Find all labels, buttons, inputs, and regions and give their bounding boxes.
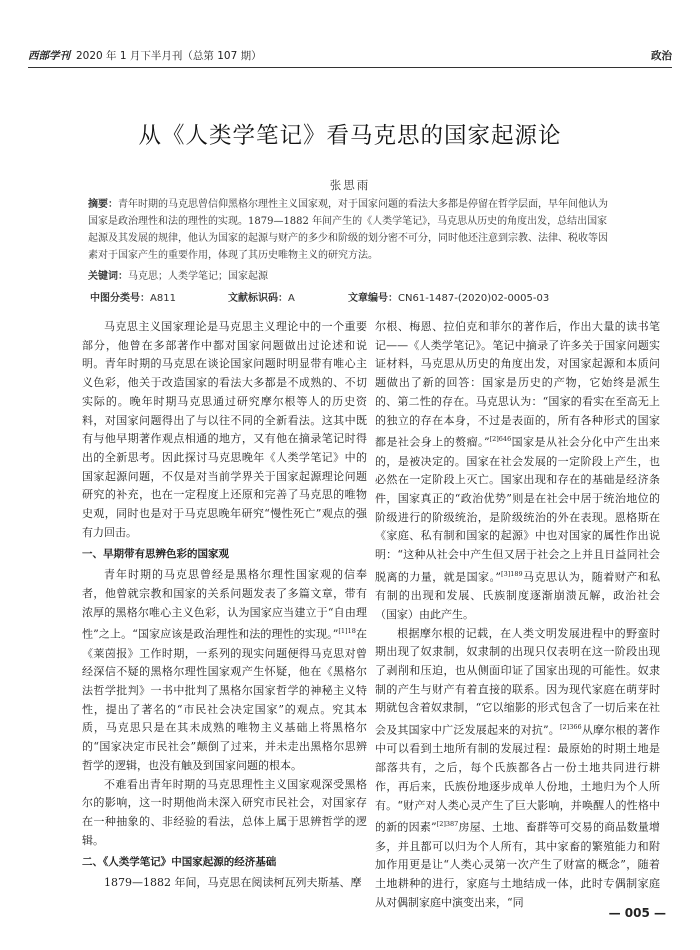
paragraph xyxy=(375,318,660,625)
clc-number xyxy=(90,289,176,304)
paragraph: 马克思主义国家理论是马克思主义理论中的一个重要部分，他曾在多部著作中都对国家问题做出过论述和说明。青年时期的马克思在谈论国家问题时明显带有唯心主义色彩，他关于改造国家的看法大多都是不成熟的、不切实际的。晚年时期马克思通过研究摩尔根等人的历史资料，对国家问题得出了与以往不同的全新看法。这其中既有与他早期著作观点相通的地方，又有他在摘录笔记时得出的全新思考。因此探讨马克思晚年《人类学笔记》中的国家起源问题，不仅是对当前学界关于国家起源理论问题研究的补充，也在一定程度上还原和完善了马克思的唯物史观，同时也是对于马克思晚年研究“慢性死亡”观点的强有力回击。 xyxy=(82,320,367,539)
paragraph xyxy=(375,625,660,913)
paragraph-text: 尔根、梅恩、拉伯克和菲尔的著作后，作出大量的读书笔记——《人类学笔记》。笔记中摘录了许多关于国家问题实证材料，马克思从历史的角度出发，对国家起源和本质问题做出了新的回答：国家是历史的产物，它始终是派生的、第二性的存在。马克思认为：“国家的看实在至高无上的独立的存在本身，不过是表面的，所有各种形式的国家都是社会身上的赘瘤。” xyxy=(375,320,660,449)
magazine-logo: 西部学刊 xyxy=(28,50,70,62)
citation: [1]18 xyxy=(338,627,356,636)
paragraph-text: 根据摩尔根的记载，在人类文明发展进程中的野蛮时期出现了奴隶制，奴隶制的出现只仅表明在这一阶段出现了剥削和压迫，也从侧面印证了国家出现的可能性。奴隶制的产生与财产有着直接的联系。因为现代家庭在萌芽时期就包含着奴隶制，“它以缩影的形式包含了一切后来在社会及其国家中广泛发展起来的对抗”。 xyxy=(375,626,660,737)
paragraph-text: 青年时期的马克思曾经是黑格尔理性国家观的信奉者，他曾就宗教和国家的关系问题发表了多篇文章，带有浓厚的黑格尔唯心主义色彩，认为国家应当建立于“自由理性”之上。“国家应该是政治理性和法的理性的实现。” xyxy=(82,568,367,641)
document-code xyxy=(228,289,295,304)
clc-value: A811 xyxy=(150,293,176,304)
citation: [2]366 xyxy=(560,723,582,732)
paragraph: 1879—1882 年间，马克思在阅读柯瓦列夫斯基、摩 xyxy=(104,876,362,890)
abstract xyxy=(88,196,613,264)
clc-label: 中图分类号： xyxy=(90,293,150,304)
article-value: CN61-1487-(2020)02-0005-03 xyxy=(398,293,550,304)
article-number xyxy=(348,289,549,304)
article-title: 从《人类学笔记》看马克思的国家起源论 xyxy=(138,123,562,149)
doc-label: 文献标识码： xyxy=(228,293,288,304)
header-rule xyxy=(28,67,672,68)
abstract-text: 青年时期的马克思曾信仰黑格尔理性主义国家观，对于国家问题的看法大多都是停留在哲学层面，早年间他认为国家是政治理性和法的理性的实现。1879—1882 年间产生的《人类学笔记》，马克思从历史的角度出发，总结出国家起源及其发展的规律，他认为国家的起源与财产的多少和阶级的划分密不可分，同时他还注意到宗教、法律、税收等因素对于国家产生的重要作用，体现了其历史唯物主义的研究方法。 xyxy=(88,199,608,261)
issue-info: 2020 年 1 月下半月刊（总第 107 期） xyxy=(76,50,262,62)
doc-value: A xyxy=(288,293,295,304)
running-header xyxy=(28,44,672,68)
right-column xyxy=(375,318,660,912)
keywords-label: 关键词： xyxy=(88,271,128,282)
citation: [2]646 xyxy=(489,435,512,444)
citation: [2]387 xyxy=(436,820,459,829)
header-left xyxy=(28,48,262,63)
left-column xyxy=(82,318,367,893)
citation: [3]189 xyxy=(501,569,523,578)
section-heading: 一、早期带有思辨色彩的国家观 xyxy=(82,548,229,561)
paragraph xyxy=(82,566,367,775)
keywords xyxy=(88,267,268,282)
section-label: 政治 xyxy=(651,50,672,62)
paragraph-text: 从摩尔根的著作中可以看到土地所有制的发展过程：最原始的时期土地是部落共有，之后，每个氏族都各占一份土地共同进行耕作，再后来，氏族份地逐步成单人份地，土地归为个人所有。“财产对人类心灵产生了巨大影响，并唤醒人的性格中的新的因素” xyxy=(375,723,661,834)
article-label: 文章编号： xyxy=(348,293,398,304)
paragraph-text: 国家是从社会分化中产生出来的，是被决定的。国家在社会发展的一定阶段上产生，也必然在一定阶段上灭亡。国家出现和存在的基础是经济条件，国家真正的“政治优势”则是在社会中居于统治地位的阶级进行的阶级统治，是阶级统治的外在表现。恩格斯在《家庭、私有制和国家的起源》中也对国家的属性作出说明：“这种从社会中产生但又居于社会之上并且日益同社会脱离的力量，就是国家。” xyxy=(375,435,661,584)
paragraph-text: 房屋、土地、畜群等可交易的商品数量增多，并且都可以归为个人所有，其中家畜的繁殖能力和附加作用更是让“人类心灵第一次产生了财富的概念”，随着土地耕种的进行，家庭与土地结成一体，此时专偶制家庭从对偶制家庭中演变出来，“同 xyxy=(375,820,660,909)
page-number: — 005 — xyxy=(608,906,666,920)
paragraph: 不难看出青年时期的马克思理性主义国家观深受黑格尔的影响，这一时期他尚未深入研究市民社会，对国家存在一种抽象的、非经验的看法，总体上属于思辨哲学的逻辑。 xyxy=(82,777,367,847)
paragraph-text: 马克思认为，随着财产和私有制的出现和发展、氏族制度逐渐崩溃瓦解，政治社会（国家）由此产生。 xyxy=(375,570,661,621)
section-heading: 二、《人类学笔记》中国家起源的经济基础 xyxy=(82,856,277,869)
paragraph-text: 在《莱茵报》工作时期，一系列的现实问题便得马克思对曾经深信不疑的黑格尔理性国家观产生怀疑，他在《黑格尔法哲学批判》一书中批判了黑格尔国家哲学的神秘主义特性，提出了著名的“市民社会决定国家”的观点。究其本质，马克思只是在其未成熟的唯物主义基础上将黑格尔的“国家决定市民社会”颠倒了过来，并未走出黑格尔思辨哲学的逻辑，也没有触及到国家问题的根本。 xyxy=(82,627,368,772)
keywords-text: 马克思；人类学笔记；国家起源 xyxy=(128,271,268,282)
abstract-label: 摘要： xyxy=(88,199,118,210)
author-name: 张思雨 xyxy=(329,178,371,192)
